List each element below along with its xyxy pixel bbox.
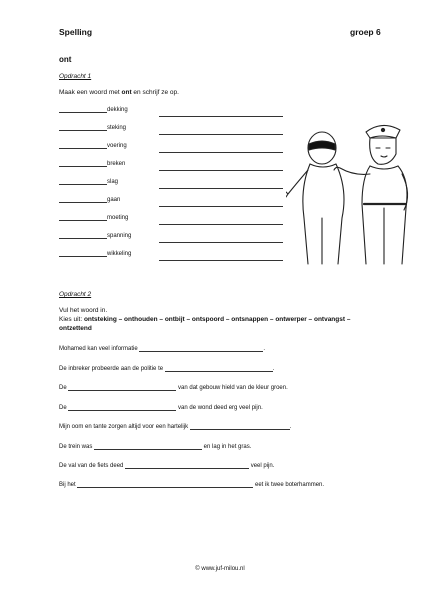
sentence-end: . <box>272 366 275 372</box>
sentence-row <box>59 424 291 430</box>
sentence-start: De val van de fiets deed <box>59 463 126 469</box>
fill-blank[interactable] <box>125 467 249 469</box>
sentence-end: van de wond deed erg veel pijn. <box>176 405 263 411</box>
word-row <box>59 215 128 225</box>
sentence-start: Bij het <box>59 482 78 488</box>
sentence-row <box>59 444 251 450</box>
word-row <box>59 233 131 243</box>
fill-blank[interactable] <box>68 389 176 391</box>
prefix-blank[interactable] <box>59 130 107 131</box>
word-suffix: dekking <box>107 107 128 113</box>
word-row <box>59 179 118 189</box>
sentence-row <box>59 385 288 391</box>
word-row <box>59 251 131 261</box>
word-row <box>59 107 128 117</box>
fill-blank[interactable] <box>190 428 290 430</box>
word-row <box>59 125 126 135</box>
topic-heading: ont <box>59 55 72 64</box>
word-suffix: moeting <box>107 215 129 221</box>
sentence-row <box>59 366 274 372</box>
word-suffix: wikkeling <box>107 251 132 257</box>
word-suffix: voering <box>107 143 127 149</box>
answer-line[interactable] <box>159 107 283 117</box>
sentence-end: eet ik twee boterhammen. <box>253 482 325 488</box>
sentence-start: Mijn oom en tante zorgen altijd voor een hartelijk <box>59 424 190 430</box>
options-prefix: Kies uit: <box>59 316 84 323</box>
prefix-blank[interactable] <box>59 220 107 221</box>
sentence-start: De <box>59 405 69 411</box>
fill-blank[interactable] <box>165 370 273 372</box>
footer-credit: © www.juf-milou.nl <box>195 566 245 572</box>
sentence-start: De trein was <box>59 444 95 450</box>
police-arrest-icon <box>286 118 414 266</box>
fill-blank[interactable] <box>94 448 202 450</box>
prefix-blank[interactable] <box>59 202 107 203</box>
instruction-bold: ont <box>121 89 132 96</box>
sentence-end: veel pijn. <box>249 463 275 469</box>
opdracht2-heading: Opdracht 2 <box>59 291 92 298</box>
prefix-blank[interactable] <box>59 184 107 185</box>
answer-line[interactable] <box>159 215 283 225</box>
answer-line[interactable] <box>159 143 283 153</box>
answer-line[interactable] <box>159 179 283 189</box>
answer-line[interactable] <box>159 233 283 243</box>
opdracht1-heading: Opdracht 1 <box>59 73 92 80</box>
prefix-blank[interactable] <box>59 238 107 239</box>
answer-line[interactable] <box>159 125 283 135</box>
sentence-end: van dat gebouw hield van de kleur groen. <box>176 385 288 391</box>
sentence-row <box>59 405 263 411</box>
word-row <box>59 143 127 153</box>
prefix-blank[interactable] <box>59 166 107 167</box>
answer-line[interactable] <box>159 197 283 207</box>
options-line-1: ontsteking – onthouden – ontbijt – ontspoord – ontsnappen – ontwerper – ontvangst – <box>83 316 351 323</box>
group-label: groep 6 <box>350 27 381 37</box>
fill-blank[interactable] <box>77 486 253 488</box>
instruction-text-end: en schrijf ze op. <box>131 89 179 96</box>
fill-blank[interactable] <box>139 350 263 352</box>
sentence-row <box>59 482 324 488</box>
opdracht2-instruction: Vul het woord in. <box>59 307 108 314</box>
sentence-start: De <box>59 385 69 391</box>
word-suffix: gaan <box>107 197 121 203</box>
sentence-end: . <box>289 424 292 430</box>
word-row <box>59 197 120 207</box>
prefix-blank[interactable] <box>59 148 107 149</box>
instruction-text: Maak een woord met <box>59 89 122 96</box>
prefix-blank[interactable] <box>59 256 107 257</box>
prefix-blank[interactable] <box>59 112 107 113</box>
word-options <box>59 316 350 323</box>
word-suffix: breken <box>107 161 126 167</box>
sentence-end: en lag in het gras. <box>202 444 252 450</box>
answer-line[interactable] <box>159 161 283 171</box>
word-suffix: steking <box>107 125 127 131</box>
sentence-row <box>59 463 274 469</box>
fill-blank[interactable] <box>68 409 176 411</box>
page-title: Spelling <box>59 27 93 37</box>
answer-line[interactable] <box>159 251 283 261</box>
sentence-start: Mohamed kan veel informatie <box>59 346 140 352</box>
sentence-row <box>59 346 265 352</box>
word-suffix: slag <box>107 179 119 185</box>
sentence-start: De inbreker probeerde aan de politie te <box>59 366 165 372</box>
opdracht1-instruction <box>59 89 179 96</box>
sentence-end: . <box>263 346 266 352</box>
word-row <box>59 161 125 171</box>
word-suffix: spanning <box>107 233 132 239</box>
options-line-2: ontzettend <box>59 325 92 332</box>
